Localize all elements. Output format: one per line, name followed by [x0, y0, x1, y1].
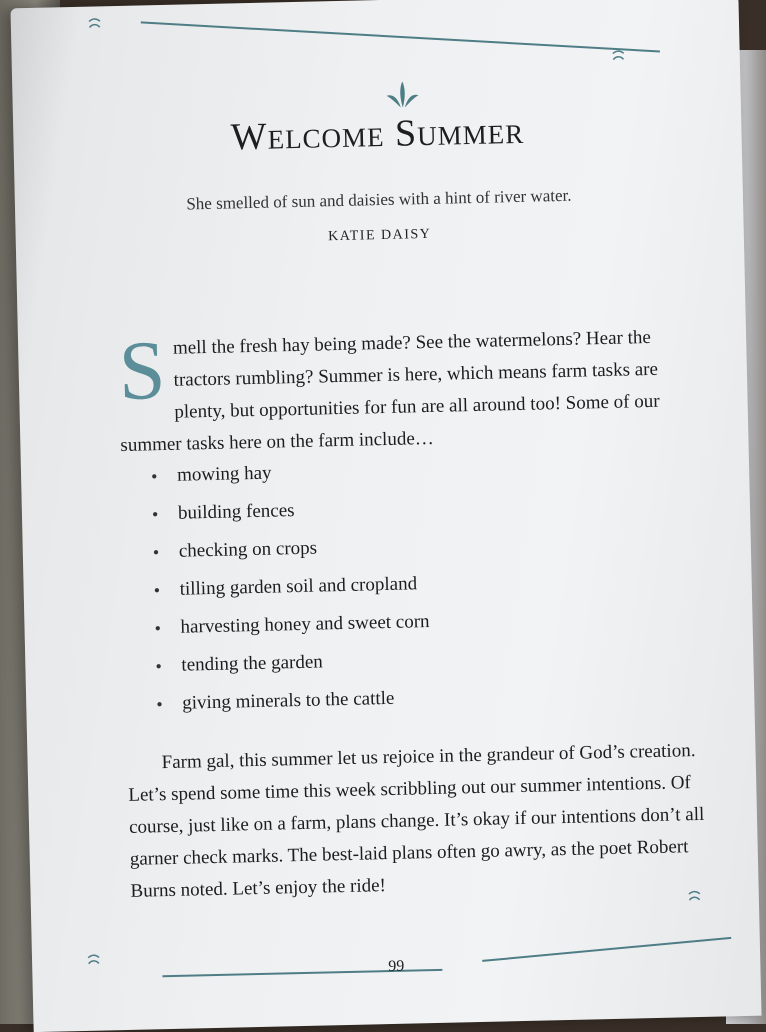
drop-cap: S: [117, 323, 167, 419]
top-border-rule: [141, 21, 660, 52]
fleuron-icon: [382, 79, 423, 110]
list-item: • mowing hay: [151, 451, 427, 495]
page-number: 99: [388, 957, 405, 976]
list-item: • tilling garden soil and cropland: [153, 565, 429, 609]
swirl-ornament-bottom-right-icon: ꩰ: [702, 889, 704, 925]
book-page: [10, 0, 761, 1032]
intro-paragraph: [118, 321, 711, 462]
epigraph-author: KATIE DAISY: [327, 226, 432, 245]
list-item: • checking on crops: [152, 527, 428, 571]
list-item: • tending the garden: [155, 641, 431, 685]
closing-paragraph: Farm gal, this summer let us rejoice in the grandeur of God’s creation. Let’s spend some time this week scribbling out our summer intentions. Of course, just like on a farm, plans change. It’s okay if our intentions don’t all garner check marks. The best-laid plans often go awry, as the poet Robert Burns noted. Let’s enjoy the ride!: [128, 740, 705, 902]
summer-tasks-list: [151, 451, 432, 723]
page-title: Welcome Summer: [230, 109, 525, 159]
list-item: • harvesting honey and sweet corn: [154, 603, 430, 647]
list-item: • giving minerals to the cattle: [156, 679, 432, 723]
swirl-ornament-top-right-icon: ꩰ: [626, 49, 628, 85]
swirl-ornament-top-left-icon: ꩰ: [102, 17, 104, 53]
list-item: • building fences: [152, 489, 428, 533]
epigraph-quote: She smelled of sun and daisies with a hint of river water.: [186, 185, 572, 214]
intro-text: mell the fresh hay being made? See the watermelons? Hear the tractors rumbling? Summer is here, which means farm tasks are plenty, but opportunities for fun are all around too! Some of our summer tasks here on the farm include…: [120, 326, 660, 457]
swirl-ornament-bottom-left-icon: ꩰ: [101, 953, 103, 989]
